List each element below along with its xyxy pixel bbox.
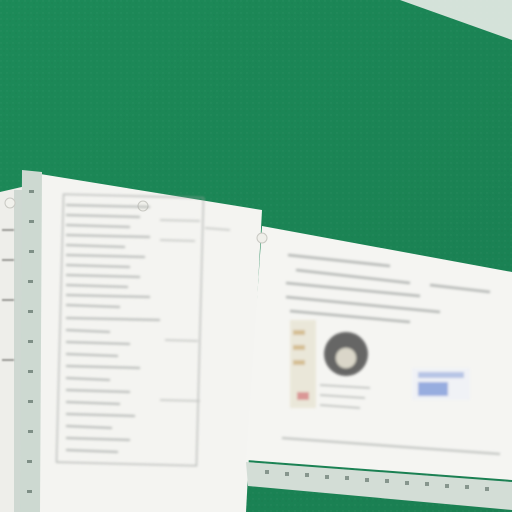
table-document (5, 170, 262, 512)
flyer-document (246, 226, 512, 510)
push-pin (257, 233, 267, 243)
push-pin (5, 198, 15, 208)
